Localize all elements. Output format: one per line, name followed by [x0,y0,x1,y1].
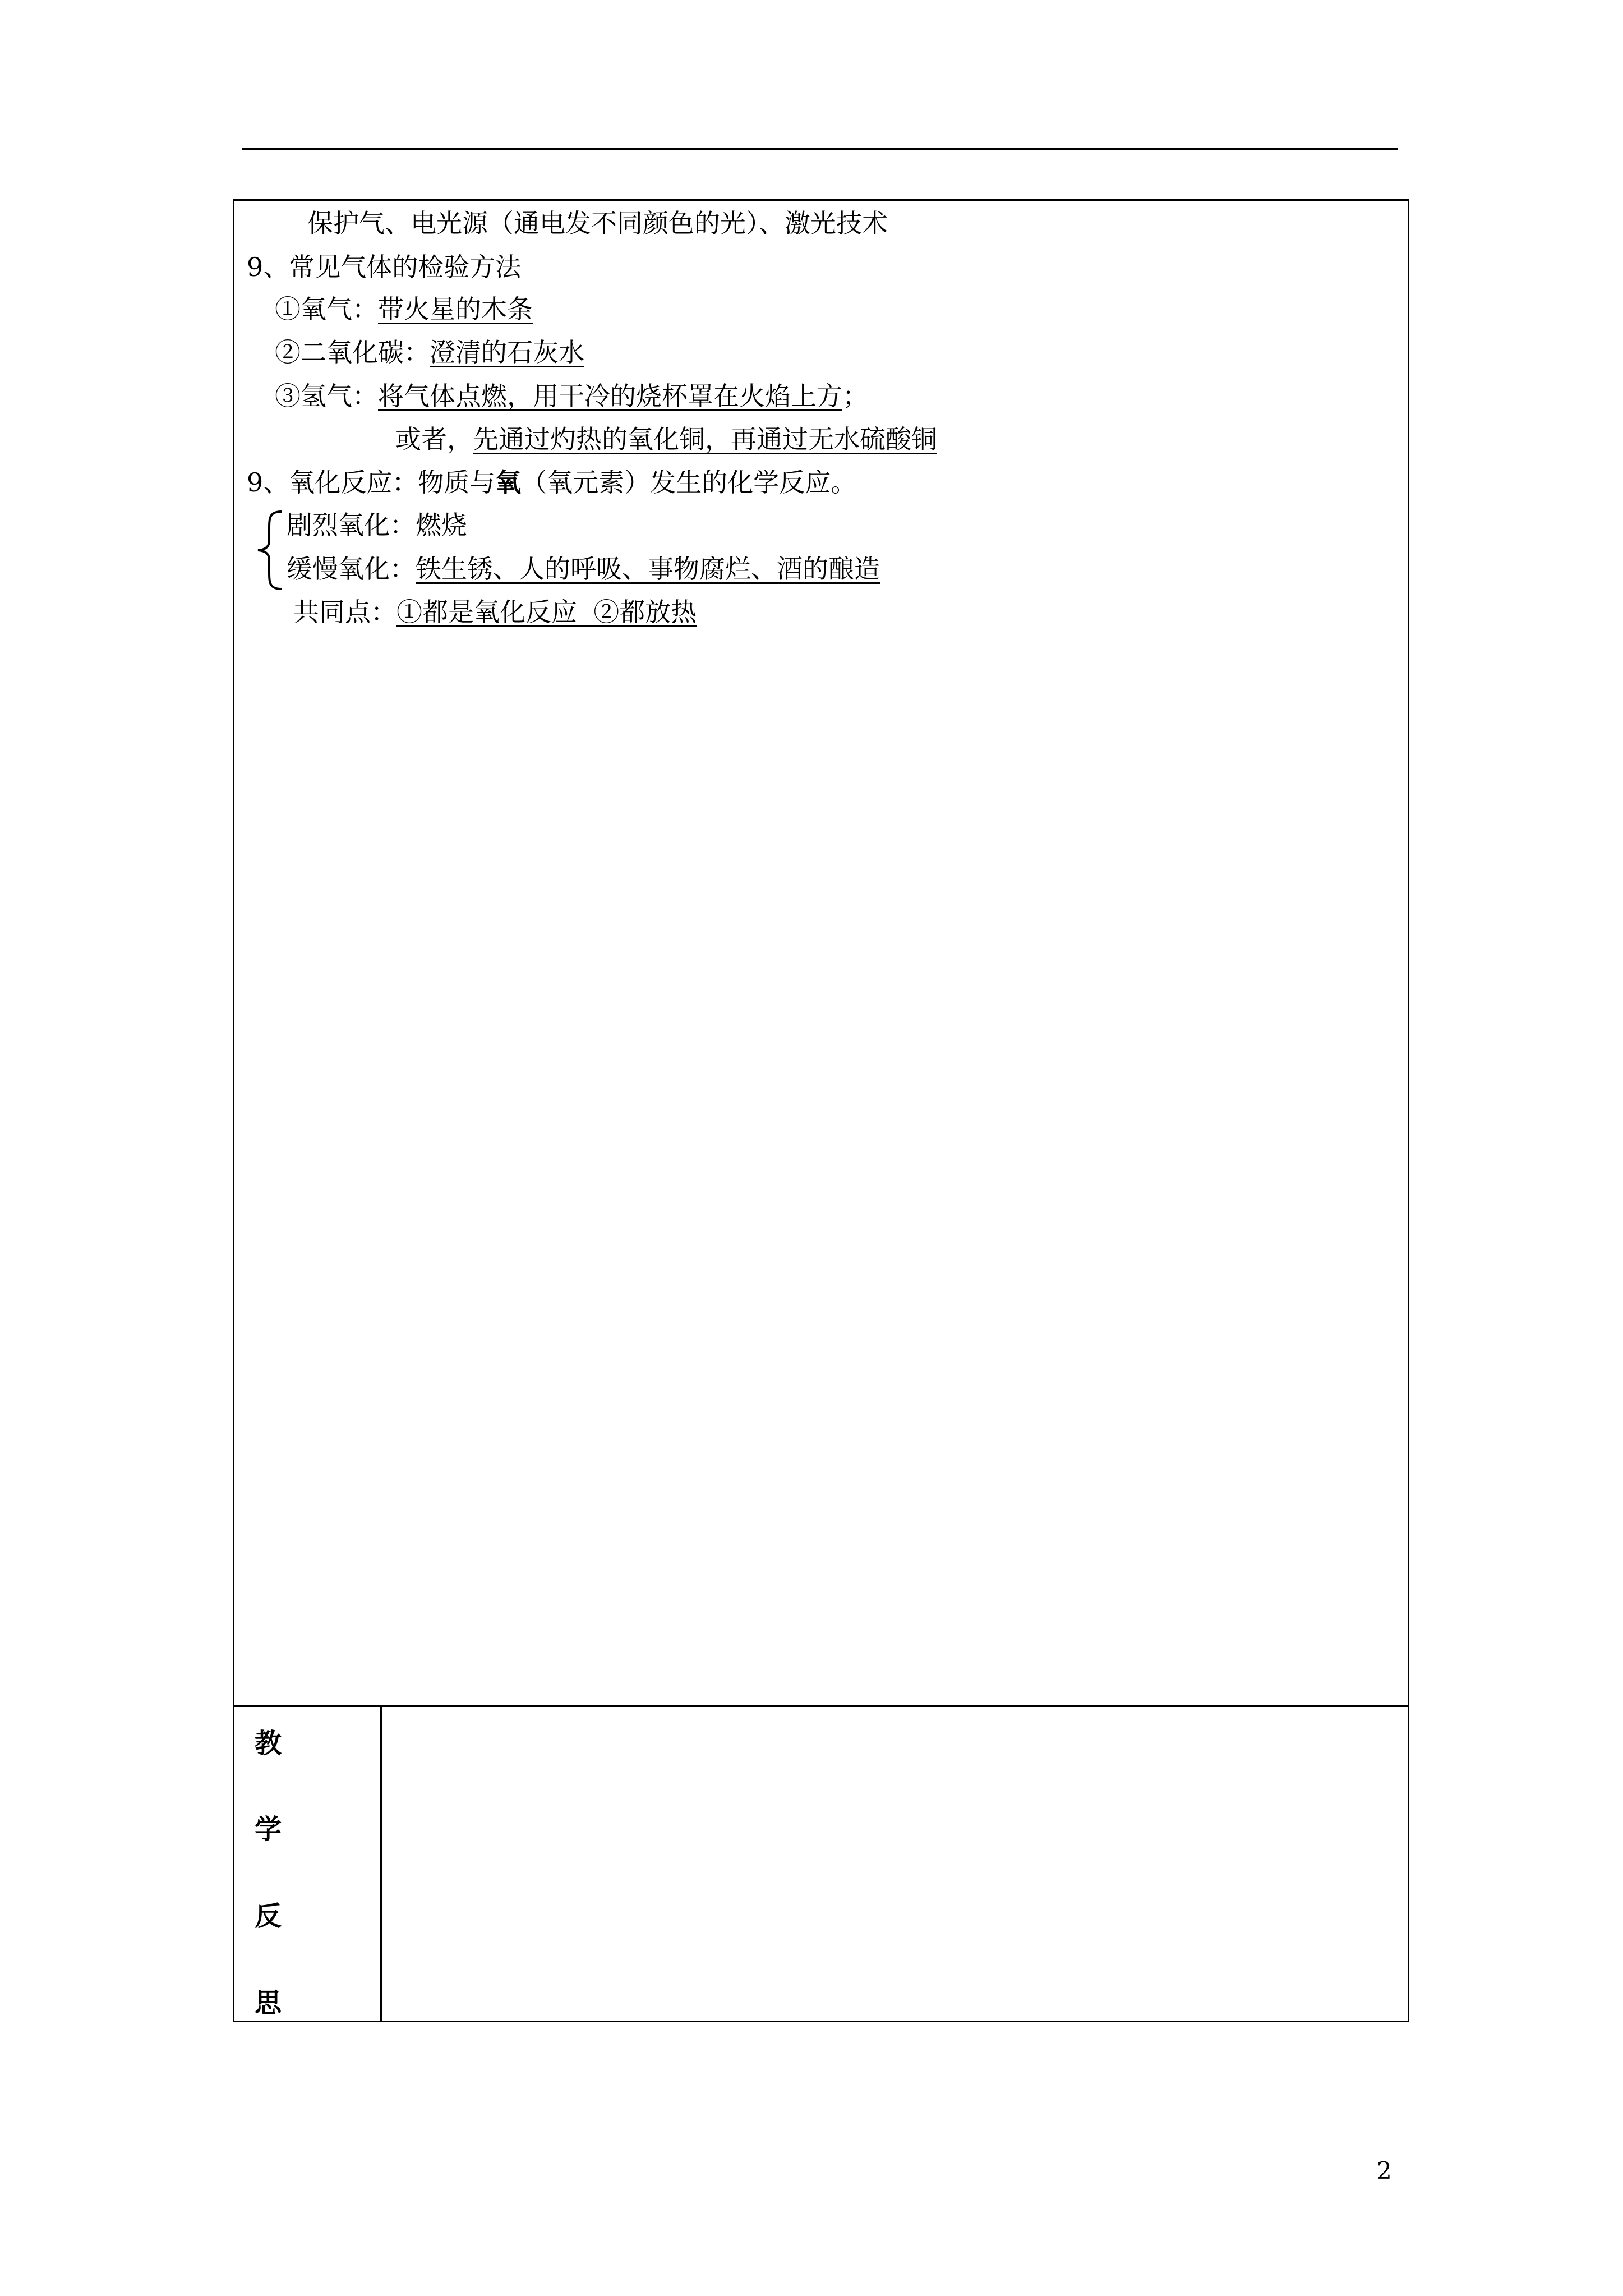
label: ②二氧化碳： [275,337,430,367]
text: 9、常见气体的检验方法 [247,252,522,282]
line-vigorous-oxidation [287,508,467,542]
answer: 先通过灼热的氧化铜，再通过无水硫酸铜 [473,424,937,454]
answer: 将气体点燃，用干冷的烧杯罩在火焰上方 [378,381,842,411]
line-protective-gas [307,206,888,240]
value: 燃烧 [416,510,467,540]
answer: 铁生锈、人的呼吸、事物腐烂、酒的酿造 [416,554,880,584]
reflection-label-char: 教 [255,1728,282,1759]
punctuation: ； [842,381,868,411]
page-number: 2 [1377,2157,1392,2184]
row-divider [234,1705,1408,1707]
column-divider [380,1705,382,2022]
label: ①氧气： [275,294,378,324]
line-oxidation-definition [247,466,856,499]
bold-text: 氧 [495,467,522,498]
answer: 带火星的木条 [378,294,533,324]
label: ③氢气： [275,381,378,411]
reflection-label-char: 思 [255,1987,282,2019]
header-rule [242,148,1398,150]
label: 剧烈氧化： [287,510,416,540]
lesson-table [233,199,1409,2022]
label: 缓慢氧化： [287,554,416,584]
text: 保护气、电光源（通电发不同颜色的光）、激光技术 [307,208,888,238]
text: （氧元素）发生的化学反应。 [521,467,857,498]
reflection-content-cell [382,1708,1408,2020]
line-co2-test [275,335,584,369]
line-hydrogen-test [275,379,868,413]
line-gas-testing-heading [247,250,521,284]
reflection-label-char: 学 [255,1814,282,1845]
text: 9、氧化反应：物质与 [247,467,496,498]
answer: 澄清的石灰水 [430,337,584,367]
line-oxygen-test [275,292,533,326]
label: 共同点： [293,597,396,627]
line-slow-oxidation [287,552,880,586]
line-common-points [293,595,697,629]
curly-brace-icon [252,508,286,592]
line-hydrogen-test-alt [395,422,937,456]
label: 或者， [395,424,473,454]
answer: ①都是氧化反应 ②都放热 [396,597,697,627]
reflection-label-char: 反 [255,1901,282,1932]
